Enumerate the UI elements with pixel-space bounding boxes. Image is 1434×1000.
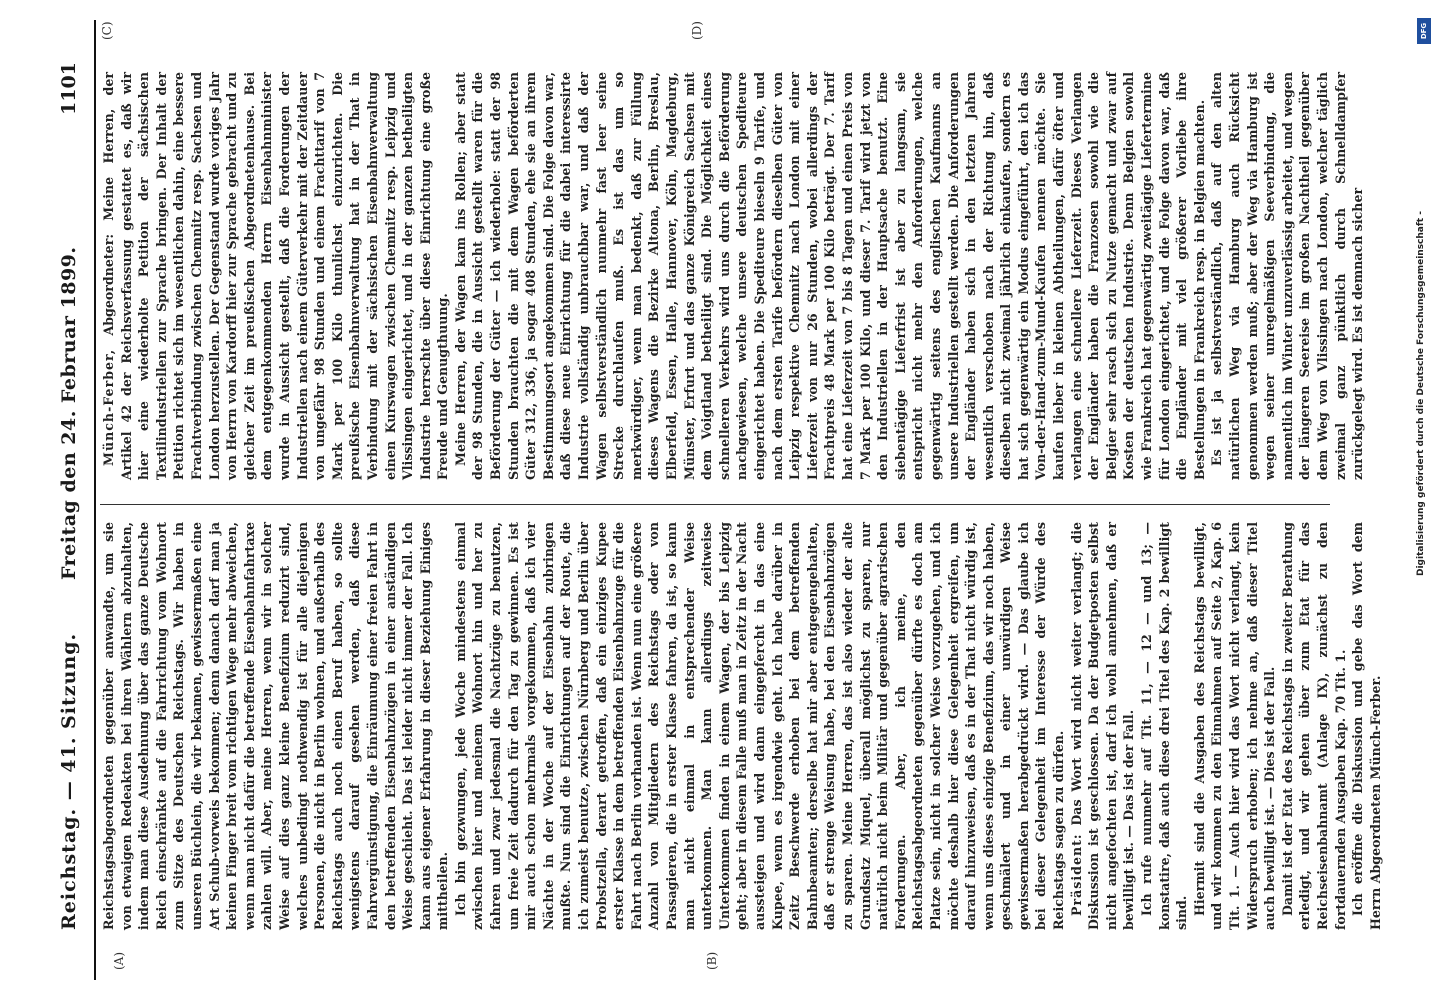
paragraph: Ich bin gezwungen, jede Woche mindestens einmal zwischen hier und meinem Wohnort hin und her zu fahren und zwar jedesmal die Nachtzüge zu benutzen, um freie Zeit dadurch für den Tag zu gewinnen. Es ist mir auch schon mehrmals vorgekommen, daß ich vier Nächte in der Woche auf der Eisenbahn zubringen mußte. Nun sind die Einrichtungen auf der Route, die ich zumeist benutze, zwischen Nürnberg und Berlin über Probstzella, derart getroffen, daß ein einziges Kupee erster Klasse in dem betreffenden Eisenbahnzuge für die Fahrt nach Berlin vorhanden ist. Wenn nun eine größere Anzahl von Mitgliedern des Reichstags oder von Passagieren, die in erster Klasse fahren, da ist, so kann man nicht einmal in entsprechender Weise unterkommen. Man kann allerdings zeitweise Unterkommen finden in einem Wagen, der bis Leipzig geht; aber in diesem Falle muß man in Zeitz in der Nacht aussteigen und wird dann eingepfercht in das eine Kupee, wenn es irgendwie geht. Ich habe darüber in Zeitz Beschwerde erhoben bei dem betreffenden Bahnbeamten; derselbe hat mir aber entgegengehalten, daß er strenge Weisung habe, bei den Eisenbahnzügen zu sparen. Meine Herren, das ist also wieder der alte Grundsatz Miquel, überall möglichst zu sparen, nur natürlich nicht beim Militär und gegenüber agrarischen Forderungen. Aber, ich meine, den Reichstagsabgeordneten gegenüber dürfte es doch am Platze sein, nicht in solcher Weise vorzugehen, und ich möchte deshalb hier diese Gelegenheit ergreifen, um darauf hinzuweisen, daß es in der That nicht würdig ist, wenn uns dieses einzige Benefizium, das wir noch haben, geschmälert und in einer unwürdigen Weise gewissermaßen herabgedrückt wird. — Das glaube ich bei dieser Gelegenheit im Interesse der Würde des Reichstags sagen zu dürfen. (452, 522, 1067, 930)
paragraph-text: Das Wort wird nicht weiter verlangt; die Diskussion ist geschlossen. Da der Budgetposten selbst nicht angefochten ist, darf ich wohl annehmen, daß er bewilligt ist. — Das ist der Fall. (1068, 522, 1137, 930)
page-header (58, 0, 88, 1000)
column-divider (100, 504, 1330, 505)
header-rule (94, 20, 96, 980)
margin-mark-c: (C) (100, 21, 114, 40)
paragraph: Meine Herren, der Wagen kam ins Rollen; aber statt der 98 Stunden, die in Aussicht gestellt waren für die Beförderung der Güter — ich wiederhole: statt der 98 Stunden brauchten die mit dem Wagen beförderten Güter 312, 336, ja sogar 408 Stunden, ehe sie an ihrem Bestimmungsort angekommen sind. Die Folge davon war, daß diese neue Einrichtung für die dabei interessirte Industrie vollständig unbrauchbar war, und daß der Wagen selbstverständlich nunmehr fast leer seine Strecke durchlaufen muß. Es ist das um so merkwürdiger, wenn man bedenkt, daß zur Füllung dieses Wagens die Bezirke Altona, Berlin, Breslau, Elberfeld, Essen, Halle, Hannover, Köln, Magdeburg, Münster, Erfurt und das ganze Königreich Sachsen mit dem Voigtland betheiligt sind. Die Möglichkeit eines schnelleren Verkehrs wird uns durch die Beförderung nachgewiesen, welche unsere deutschen Spediteure eingerichtet haben. Die Spediteure bieseln 9 Tarife, und nach dem ersten Tarife befördern dieselben Güter von Leipzig respektive Chemnitz nach London mit einer Lieferzeit von nur 26 Stunden, wobei allerdings der Frachtpreis 48 Mark per 100 Kilo beträgt. Der 7. Tarif hat eine Lieferzeit von 7 bis 8 Tagen und einen Preis von 7 Mark per 100 Kilo, und dieser 7. Tarif wird jetzt von den Industriellen in der Hauptsache benutzt. Eine siebentägige Lieferfrist ist aber zu langsam, sie entspricht nicht mehr den Anforderungen, welche gegenwärtig seitens des englischen Kaufmanns an unsere Industriellen gestellt werden. Die Anforderungen der Engländer haben sich in den letzten Jahren wesentlich verschoben nach der Richtung hin, daß dieselben nicht zweimal jährlich einkaufen, sondern es hat sich gegenwärtig ein Modus eingeführt, den ich das Von-der-Hand-zum-Mund-Kaufen nennen möchte. Sie kaufen lieber in kleinen Abtheilungen, dafür öfter und verlangen eine schnellere Lieferzeit. Dieses Verlangen der Engländer haben die Franzosen sowohl wie die Belgier sehr rasch sich zu Nutze gemacht und zwar auf Kosten der deutschen Industrie. Denn Belgien sowohl wie Frankreich hat gegenwärtig zweitägige Liefertermine für London eingerichtet, und die Folge davon war, daß die Engländer mit viel größerer Vorliebe ihre Bestellungen in Frankreich resp. in Belgien machten. (452, 72, 1207, 480)
margin-mark-b: (B) (705, 951, 719, 970)
margin-mark-d: (D) (690, 21, 704, 40)
speaker-name: Präsident: (1068, 833, 1084, 916)
paragraph: Ich eröffne die Diskussion und gebe das Wort dem Herrn Abgeordneten Münch-Ferber. (1350, 522, 1383, 930)
paragraph: Es ist ja selbstverständlich, daß auf den alten natürlichen Weg via Hamburg auch Rücksicht genommen werden muß; aber der Weg via Hamburg ist wegen seiner unregelmäßigen Seeverbindung, die namentlich im Winter unzuverlässig arbeitet, und wegen der längeren Seereise im großen Nachtheil gegenüber dem Weg von Vlissingen nach London, welcher täglich zweimal ganz pünktlich durch Schnelldampfer zurückgelegt wird. Es ist demnach sicher (1209, 72, 1366, 480)
paragraph: Damit ist der Etat des Reichstags in zweiter Berathung erledigt, und wir gehen über zum Etat für das Reichseisenbahnamt (Anlage IX), zunächst zu den fortdauernden Ausgaben Kap. 70 Tit. 1. (1279, 522, 1348, 930)
left-column (100, 522, 1383, 930)
paragraph: Reichstagsabgeordneten gegenüber anwandte, um sie von etwaigen Redeakten bei ihren Wählern abzuhalten, indem man diese Ausdehnung über das ganze Deutsche Reich einschränkte auf die Fahrrichtung vom Wohnort zum Sitze des Deutschen Reichstags. Wir haben in unseren Büchlein, die wir bekamen, gewissermaßen eine Art Schub-vorweis bekommen; denn danach darf man ja keinen Finger breit vom richtigen Wege mehr abweichen, wenn man nicht dafür die betreffende Eisenbahnfahrtaxe zahlen will. Aber, meine Herren, wenn wir in solcher Weise auf dies ganz kleine Benefizium reduzirt sind, welches unbedingt nothwendig ist für alle diejenigen Personen, die nicht in Berlin wohnen, und außerhalb des Reichstags auch noch einen Beruf haben, so sollte wenigstens darauf gesehen werden, daß diese Fahrvergünstigung, die Einräumung einer freien Fahrt in den betreffenden Eisenbahnzügen in einer anständigen Weise geschieht. Das ist leider nicht immer der Fall. Ich kann aus eigener Erfahrung in dieser Beziehung Einiges mittheilen. (101, 522, 451, 930)
header-date: Freitag den 24. Februar 1899. (58, 246, 80, 580)
digitization-text: Digitalisierung gefördert durch die Deutsche Forschungsgemeinschaft - (1416, 211, 1426, 576)
speaker-name: Münch-Ferber, (101, 348, 116, 466)
paragraph-text: Abgeordneter: Meine Herren, der Artikel 42 der Reichsverfassung gestattet es, daß wir hier eine wiederholte Petition der sächsischen Textilindustriellen zur Sprache bringen. Der Inhalt der Petition richtet sich im wesentlichen dahin, eine bessere Frachtverbindung zwischen Chemnitz resp. Sachsen und London herzustellen. Der Gegenstand wurde voriges Jahr von Herrn von Kardorff hier zur Sprache gebracht und zu gleicher Zeit im preußischen Abgeordnetenhause. Bei dem entgegenkommenden Herrn Eisenbahnminister wurde in Aussicht gestellt, daß die Forderungen der Industriellen nach einem Güterverkehr mit der Zeitdauer von ungefähr 98 Stunden und einem Frachttarif von 7 Mark per 100 Kilo thunlichst einzurichten. Die preußische Eisenbahnverwaltung hat in der That in Verbindung mit der sächsischen Eisenbahnverwaltung einen Kurswagen zwischen Chemnitz resp. Leipzig und Vlissingen eingerichtet, und in der ganzen betheiligten Industrie herrschte über diese Einrichtung eine große Freude und Genugthuung. (101, 72, 451, 480)
header-session: Reichstag. — 41. Sitzung. (58, 632, 80, 930)
paragraph (100, 72, 452, 480)
margin-mark-a: (A) (112, 951, 126, 970)
dfg-logo-icon (1417, 18, 1431, 44)
paragraph: Hiermit sind die Ausgaben des Reichstags bewilligt, und wir kommen zu den Einnahmen auf Seite 2, Kap. 6 Tit. 1. — Auch hier wird das Wort nicht verlangt, kein Widerspruch erhoben; ich nehme an, daß dieser Titel auch bewilligt ist. — Dies ist der Fall. (1191, 522, 1278, 930)
right-column (100, 72, 1366, 480)
dfg-logo-text: DFG (1420, 22, 1428, 40)
digitization-note (1416, 10, 1432, 990)
paragraph (1068, 522, 1138, 930)
page-number: 1101 (58, 62, 80, 115)
paragraph: Ich rufe nunmehr auf Tit. 11, — 12 — und 13; — konstatire, daß auch diese drei Titel des Kap. 2 bewilligt sind. (1139, 522, 1190, 930)
